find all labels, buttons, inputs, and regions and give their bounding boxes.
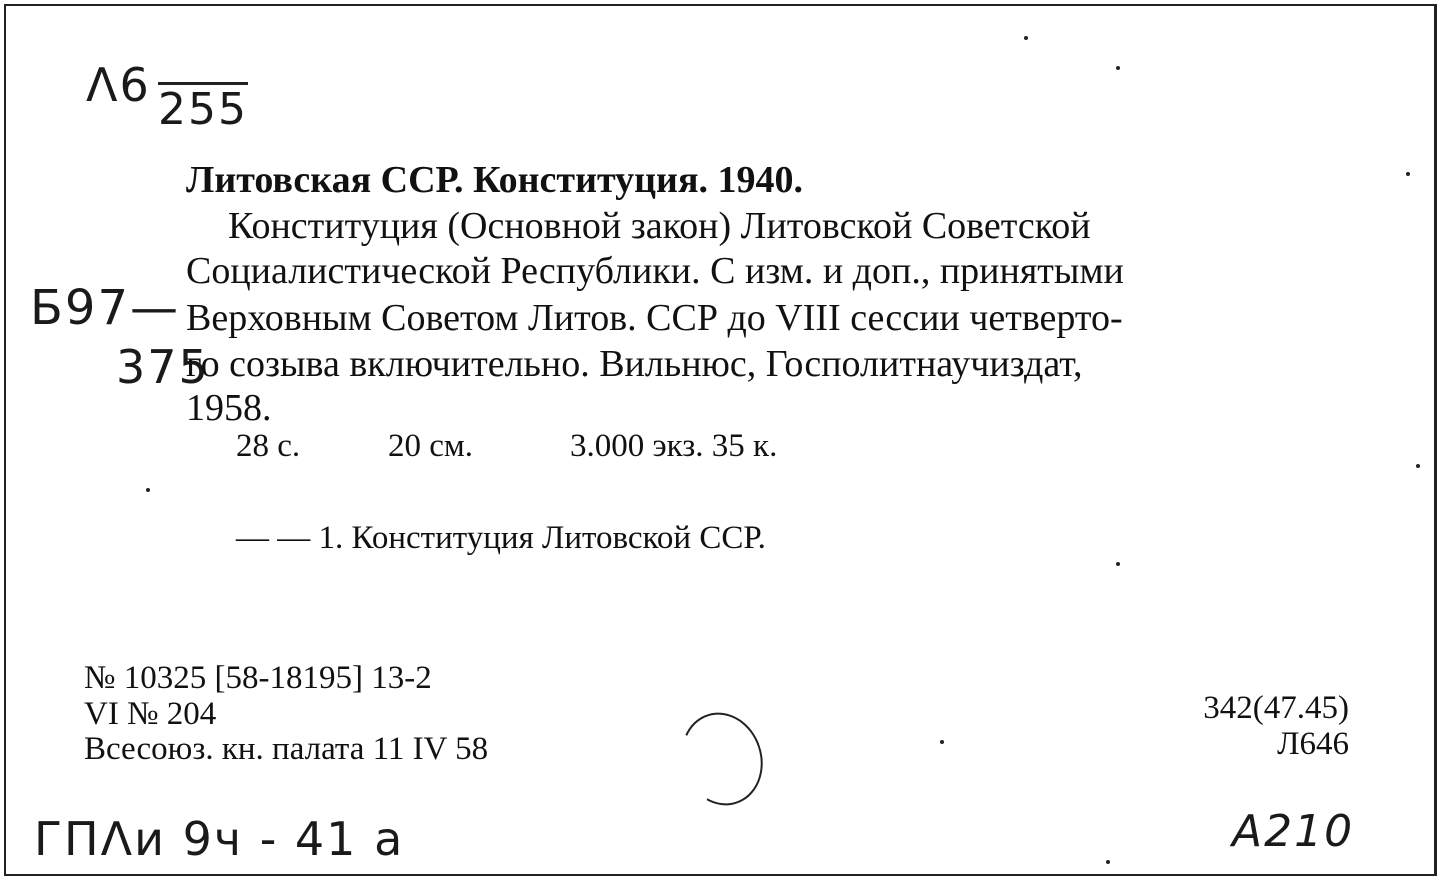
handwritten-bottom-right: A210 (1232, 806, 1355, 857)
entry-print-run-price: 3.000 экз. 35 к. (570, 428, 778, 464)
speck (146, 488, 150, 492)
book-chamber-date: Всесоюз. кн. палата 11 IV 58 (84, 731, 489, 767)
handwritten-shelf-mark: Λ6 (86, 58, 151, 112)
speck (1024, 36, 1028, 40)
registration-vi: VI № 204 (84, 696, 217, 732)
speck (1416, 464, 1420, 468)
handwritten-side-code: Б97— (30, 280, 181, 336)
classification-code: 342(47.45) (1203, 690, 1349, 726)
speck (1116, 562, 1120, 566)
entry-subject-heading: — — 1. Конституция Литовской ССР. (236, 520, 766, 556)
entry-heading: Литовская ССР. Конституция. 1940. (186, 159, 803, 201)
author-mark: Л646 (1277, 726, 1349, 762)
registration-number: № 10325 [58-18195] 13-2 (84, 660, 432, 696)
speck (1106, 860, 1110, 864)
entry-body-line: Верховным Советом Литов. ССР до VIII сессии четверто- (186, 297, 1123, 339)
speck (1116, 66, 1120, 70)
speck (1406, 172, 1410, 176)
handwritten-bottom-left: ГПΛи 9ч - 41 а (34, 812, 405, 866)
entry-body-line: Конституция (Основной закон) Литовской Советской (228, 205, 1091, 247)
handwritten-side-code-number: 375 (116, 340, 210, 394)
entry-pages: 28 с. (236, 428, 301, 464)
entry-size: 20 см. (388, 428, 474, 464)
entry-body-line: го созыва включительно. Вильнюс, Госполитнаучиздат, (186, 343, 1083, 385)
entry-body-line: 1958. (186, 387, 272, 429)
speck (940, 740, 944, 744)
handwritten-shelf-number: 255 (158, 84, 248, 135)
entry-body-line: Социалистической Республики. С изм. и доп., принятыми (186, 250, 1124, 292)
